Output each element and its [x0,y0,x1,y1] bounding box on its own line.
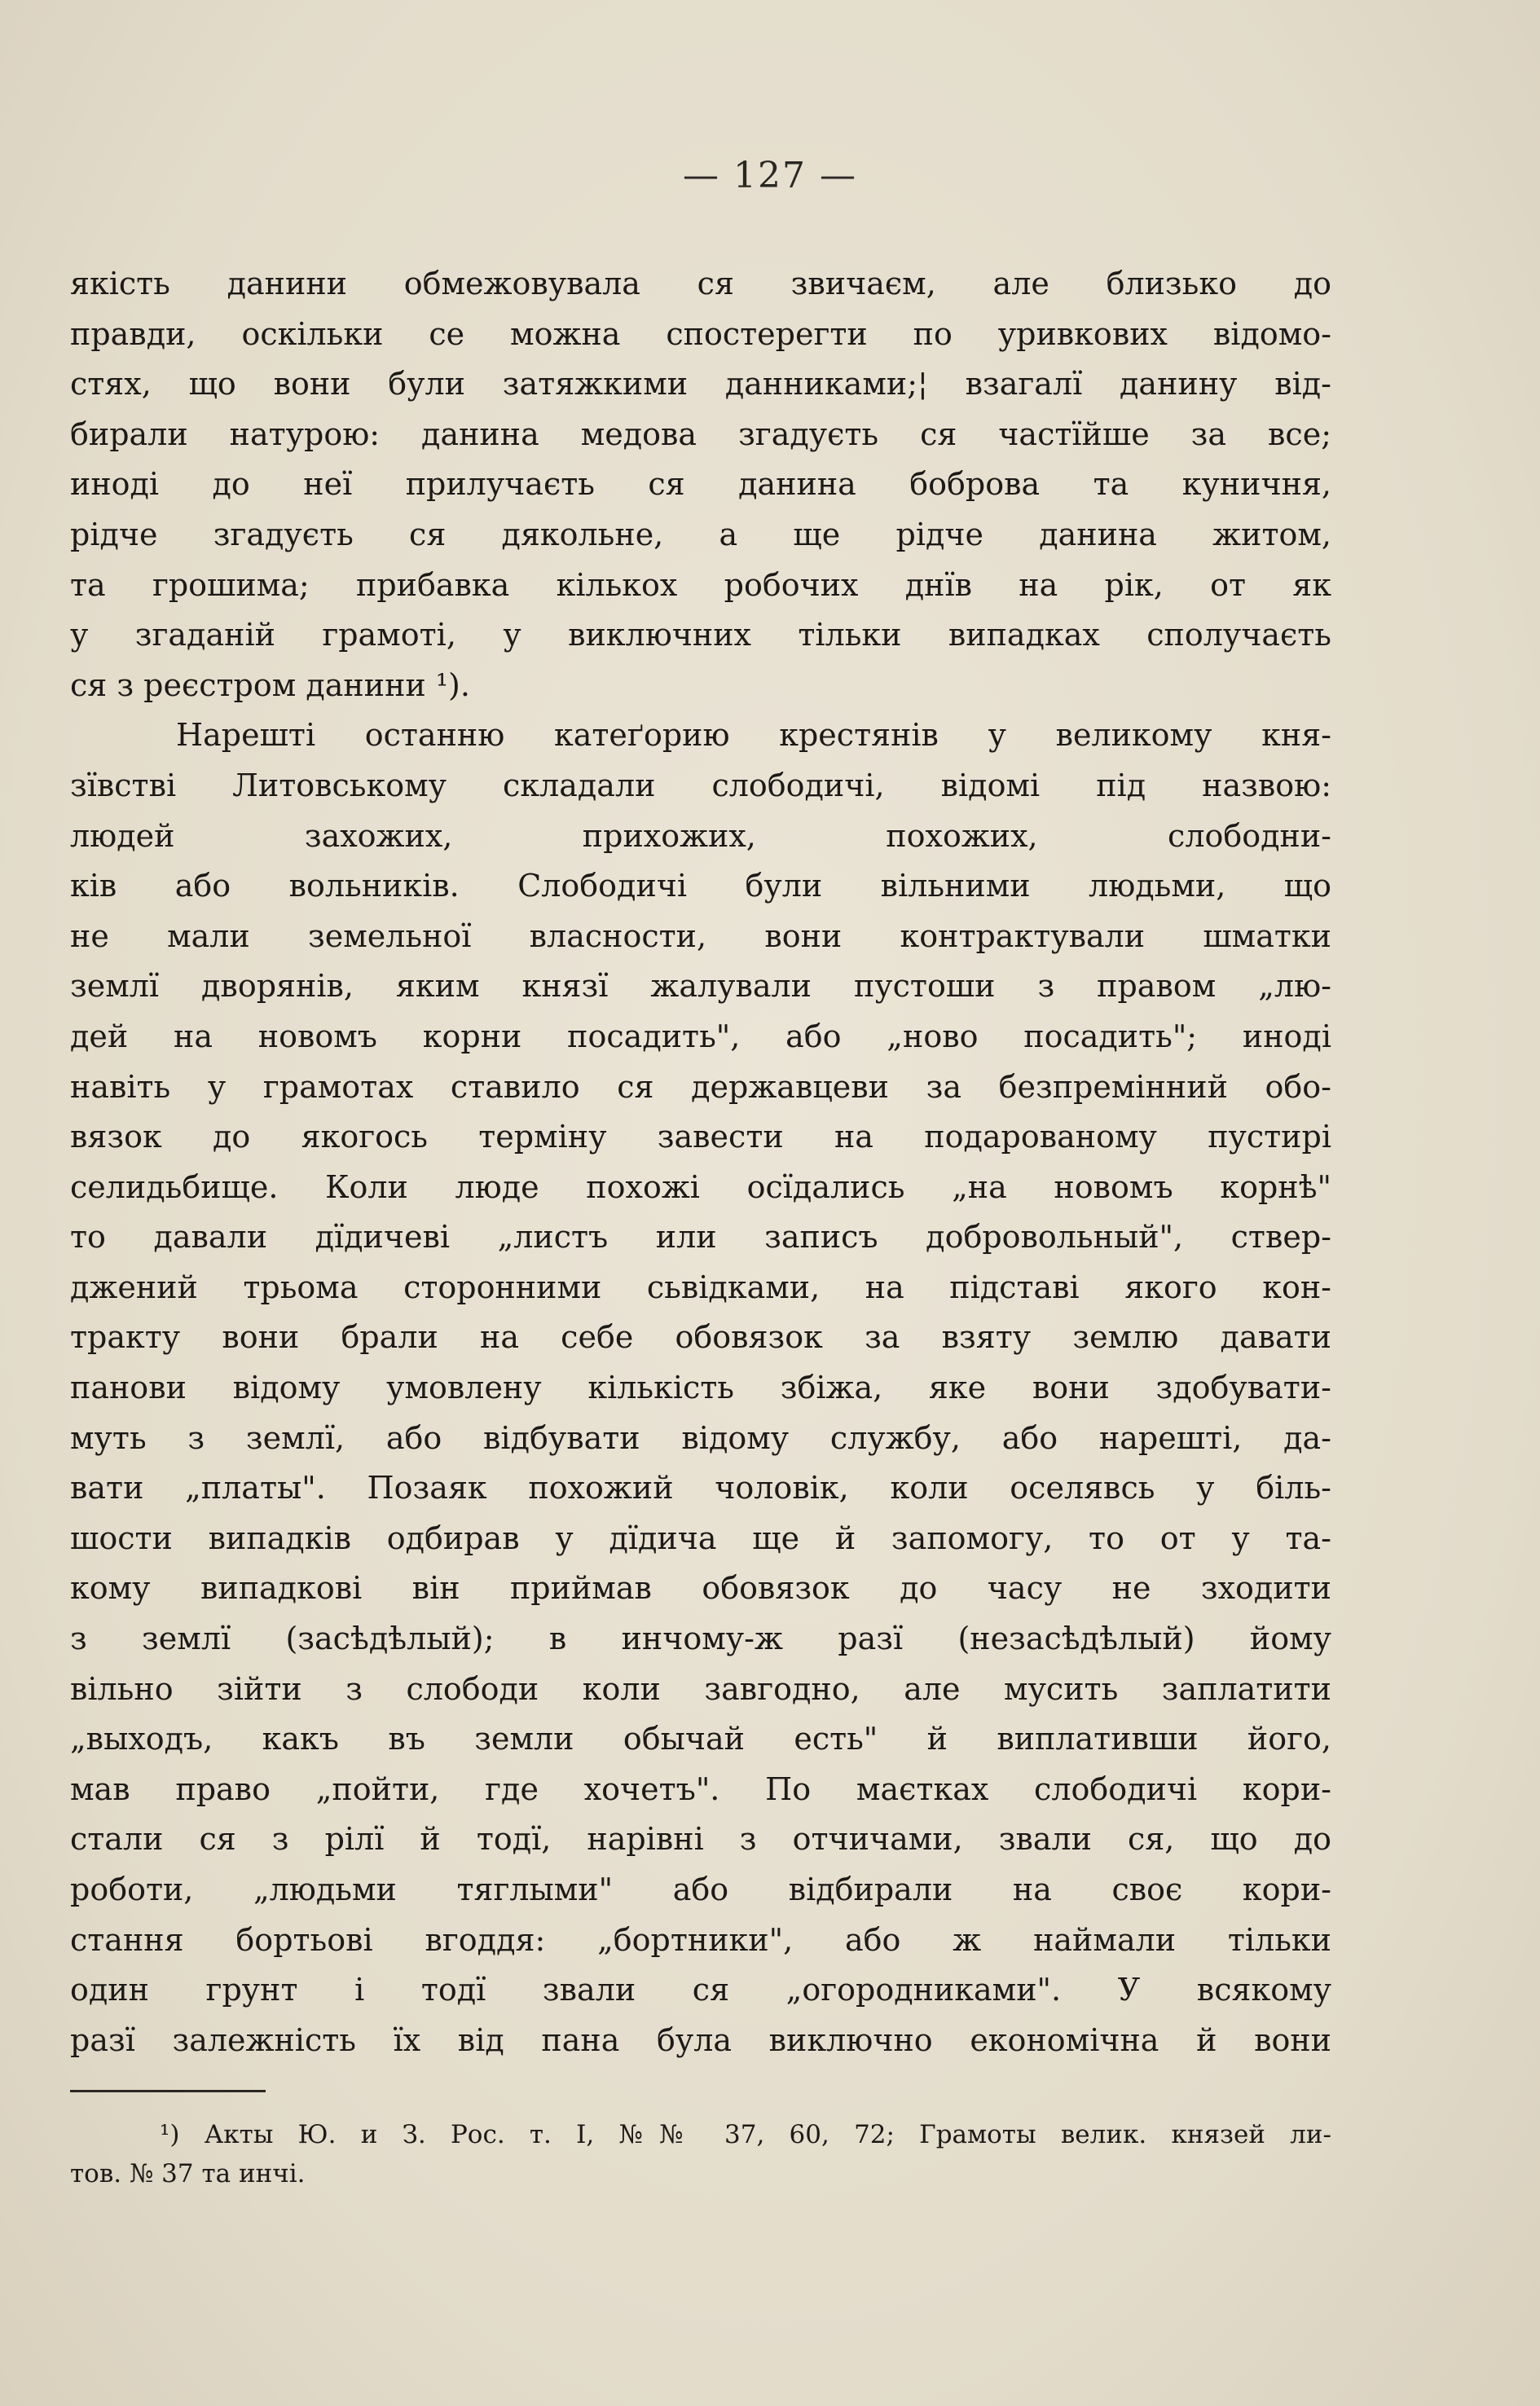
footnote-line: тов. № 37 та инчі. [70,2159,306,2188]
text-line: стали ся з рілї й тодї, нарівні з отчичами, звали ся, що до [70,1821,1331,1858]
text-line: тракту вони брали на себе обовязок за взяту землю давати [70,1319,1331,1356]
text-line: правди, оскільки се можна спостерегти по уривкових відомо- [70,315,1331,352]
footnote-line: ¹) Акты Ю. и З. Рос. т. І, №№ 37, 60, 72; Грамоты велик. князей ли- [160,2120,1331,2149]
text-line: стях, що вони були затяжкими данниками;¦ взагалї данину від- [70,366,1331,402]
text-line: з землї (засѣдѣлый); в инчому-ж разї (незасѣдѣлый) йому [70,1621,1331,1657]
text-line: та грошима; прибавка кількох робочих днїв на рік, от як [70,566,1331,603]
text-line: иноді до неї прилучаєть ся данина боброва та куничня, [70,466,1331,503]
text-line: джений трьома сторонними сьвідками, на підставі якого кон- [70,1269,1331,1305]
text-line: землї дворянів, яким князї жалували пустоши з правом „лю- [70,968,1331,1005]
text-line: муть з землї, або відбувати відому службу, або нарешті, да- [70,1419,1331,1456]
text-line: стання бортьові вгоддя: „бортники", або ж наймали тільки [70,1921,1331,1958]
text-line: людей захожих, прихожих, похожих, слободни- [70,817,1331,854]
text-line: панови відому умовлену кількість збіжа, яке вони здобувати- [70,1370,1331,1406]
text-line: вязок до якогось терміну завести на подарованому пустирі [70,1119,1331,1155]
text-line: то давали дїдичеві „листъ или записъ добровольный", ствер- [70,1219,1331,1256]
text-line: один грунт і тодї звали ся „огородниками". У всякому [70,1972,1331,2008]
text-line: у згаданій грамоті, у виключних тільки випадках сполучаєть [70,617,1331,653]
text-line: шости випадків одбирав у дїдича ще й запомогу, то от у та- [70,1520,1331,1556]
text-line: вільно зійти з слободи коли завгодно, але мусить заплатити [70,1670,1331,1707]
text-line: кому випадкові він приймав обовязок до часу не зходити [70,1570,1331,1607]
text-line: роботи, „людьми тяглыми" або відбирали на своє кори- [70,1872,1331,1907]
text-line: ся з реєстром данини ¹). [70,666,470,703]
text-line: зївстві Литовському складали слободичі, відомі під назвою: [70,767,1331,803]
text-line: вати „платы". Позаяк похожий чоловік, коли оселявсь у біль- [70,1470,1331,1506]
text-line: мав право „пойти, где хочетъ". По маєтках слободичі кори- [70,1770,1331,1807]
text-line: якість данини обмежовувала ся звичаєм, але близько до [70,266,1331,301]
footnote [70,2115,1331,2193]
text-line: ків або вольників. Слободичі були вільними людьми, що [70,868,1331,904]
body-text [70,259,1331,2065]
text-line: „выходъ, какъ въ земли обычай есть" й виплативши його, [70,1721,1331,1757]
text-line: навіть у грамотах ставило ся державцеви за безпремінний обо- [70,1068,1331,1105]
text-line: бирали натурою: данина медова згадуєть ся частїйше за все; [70,416,1331,452]
text-line: дей на новомъ корни посадить", або „ново посадить"; иноді [70,1018,1331,1054]
text-line: разї залежність їх від пана була виключно економічна й вони [70,2021,1331,2058]
text-line: не мали земельної власности, вони контрактували шматки [70,917,1331,954]
text-line: рідче згадуєть ся дякольне, а ще рідче данина житом, [70,516,1331,552]
text-line: селидьбище. Коли люде похожі осїдались „на новомъ корнѣ" [70,1168,1331,1205]
footnote-divider [70,2090,266,2092]
page-number: — 127 — [683,155,857,196]
text-line: Нарешті останню катеґорию крестянів у великому кня- [176,717,1331,754]
